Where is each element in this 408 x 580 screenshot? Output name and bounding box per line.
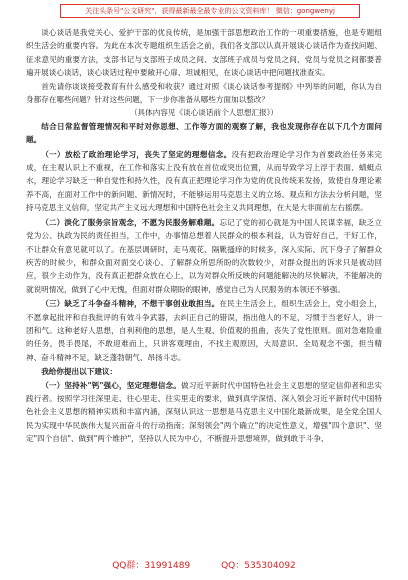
paragraph-intro: 谈心谈话是我党关心、爱护干部的优良传统，是加强干部思想政治工作的一项重要措施，也是专题组织生活会的重要内容。为此在本次专题组织生活会之前，我们各支部以认真开展谈心谈话作为查找问题、征求意见的重要方法，支部书记与支部班子成员之间、支部班子成员与党员之间、党员与党员之间都要普遍开展谈心谈话，谈心谈话过程中要敞开心扉、坦诚相见，在谈心谈话中把问题找准查实。: [26, 28, 382, 78]
footer-qq: QQ：535304092: [221, 561, 296, 571]
suggestion-1-heading: （一）坚持补"钙"强心，坚定理想信念。: [41, 380, 181, 390]
issue-3-heading: （三）缺乏了斗争奋斗精神，不想干事创业敢担当。: [41, 299, 220, 309]
paragraph-issue-3: [26, 297, 382, 364]
issue-2-text: 忘记了党的初心就是为中国人民谋幸福，缺乏立党为公、执政为民的责任担当，工作中，办事情总想着人民群众的根本利益，认为管好自己，干好工作，不让群众有意见就可以了。在基层调研时，走马观花、隔靴搔痒的时候多，深入实际、沉下身子了解群众疾苦的时候少，和群众面对面交心谈心、了解群众所思所盼的次数较少，对群众提出的诉求只是被动回应，很少主动作为，没有真正把群众放在心上，以为对群众所反映的问题能解决的尽快解决，不能解决的就说明情况，做到了心中无愧，但面对群众期盼的眼神，感觉自己为人民服务的本领还不够强。: [26, 217, 382, 294]
issue-1-heading: （一）放松了政治理论学习，丧失了坚定的理想信念。: [41, 149, 232, 159]
issue-2-heading: （二）淡化了服务宗旨观念，不愿为民服务解难题。: [41, 217, 220, 227]
issue-3-text: 在民主生活会上，组织生活会上，党小组会上，不愿拿起批评和自我批评的有效斗争武器，去纠正自己的错误，指出他人的不足，习惯于当老好人，讲一团和气。这种老好人思想，自利利他的思想，是人生观、价值观的扭曲，丧失了党性原则。面对急难险重的任务，畏手畏尾，不敢迎难而上，只讲客观理由，不找主观原因，大局意识、全局观念不强，担当精神、奋斗精神不足，缺乏蓬勃朝气、昂扬斗志。: [26, 299, 382, 362]
paragraph-suggestions-intro: 我给你提出以下建议：: [41, 367, 118, 377]
header-banner: 关注头条号"公文研究"，获得最新最全最专业的公文资料库！ 微信：gongwenyj: [60, 4, 360, 18]
footer-qq-group: QQ群：31991489: [112, 561, 191, 571]
paragraph-question: 首先请你谈谈接受教育有什么感受和收获？通过对照《谈心谈话参考提纲》中列举的问题，你认为自身都存在哪些问题？针对这些问题，下一步你准备从哪些方面加以整改？: [26, 81, 382, 105]
paragraph-suggestion-1: [26, 379, 382, 446]
footer-contacts: [0, 558, 408, 571]
paragraph-issue-1: [26, 148, 382, 215]
paragraph-findings-intro: 结合日常监督管理情况和平时对你思想、工作等方面的观察了解，我也发现你存在以下几个方面问题。: [26, 121, 382, 145]
suggestion-1-text: 做习近平新时代中国特色社会主义思想的坚定信仰者和忠实践行者。按照学习往深里走、往心里走、往实里走的要求，做到真学深悟、深入领会习近平新时代中国特色社会主义思想的精神实质和丰富内涵，深刻认识这一思想是马克思主义中国化最新成果，是全党全国人民为实现中华民族伟大复兴而奋斗的行动指南；深刻领会"两个确立"的决定性意义，增强"四个意识"、坚定"四个自信"、做到"两个维护"，坚持以人民为中心，不断提升思想境界，做到敢于斗争、: [26, 380, 383, 444]
paragraph-reference: （具体内容见《谈心谈话前个人思想汇报》）: [129, 108, 279, 118]
paragraph-issue-2: [26, 216, 382, 296]
issue-1-text: 没有把政治理论学习作为首要政治任务来完成，在主观认识上不重视，在工作和落实上没有放在首位或突出位置，从而导致学习上浮于表面、蜻蜓点水，理论学习缺乏一种自觉性和持久性，没有真正把理论学习作为党的优良传统来发扬，致使自身理论素养不高，在面对工作中的新问题、新情况时，不能够运用马克思主义的立场、观点和方法去分析问题，坚持马克思主义信仰，坚定共产主义远大理想和中国特色社会主义共同理想，在大是大非面前左右摇摆。: [26, 149, 383, 213]
document-body: [26, 26, 382, 446]
